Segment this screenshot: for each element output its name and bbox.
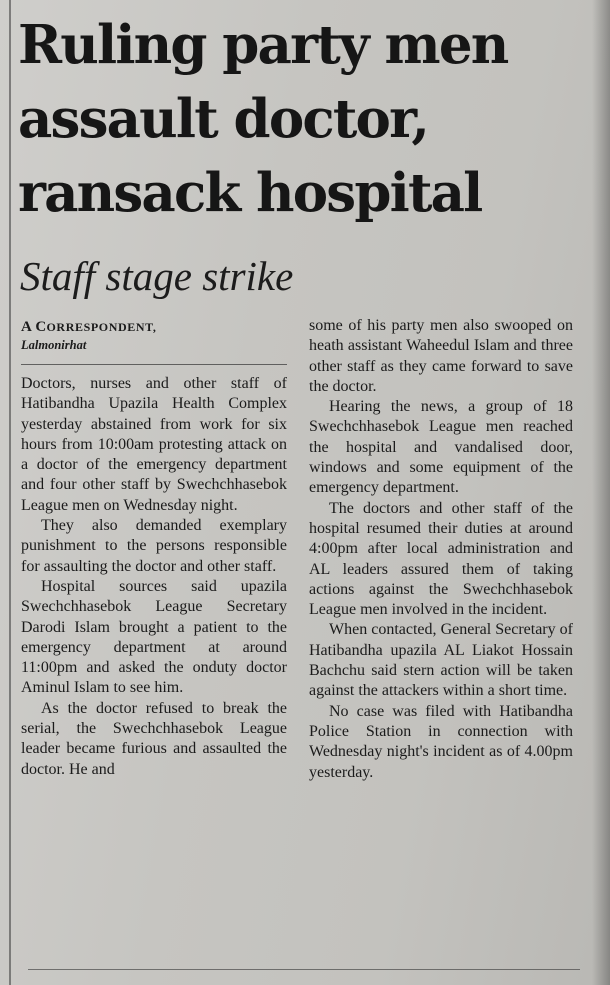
dateline: Lalmonirhat [21,338,87,352]
byline-rest: ORRESPONDENT, [46,320,157,334]
column-rule-left [9,0,11,985]
paragraph: some of his party men also swooped on heath assistant Waheedul Islam and three other staff as they came forward to save the doctor. [309,317,573,395]
paragraph: No case was filed with Hatibandha Police Station in connection with Wednesday night's incident as of 4.00pm yesterday. [309,702,573,781]
byline-initial: A C [21,319,47,335]
headline-line-1: Ruling party men [18,14,508,76]
paragraph: As the doctor refused to break the serial, the Swechchhasebok League leader became furious and assaulted the doctor. He and [21,699,287,778]
subheadline: Staff stage strike [20,253,294,299]
headline [18,8,598,230]
bottom-rule [28,969,580,970]
byline [21,318,287,337]
headline-line-2: assault doctor, [18,88,428,150]
byline-separator [21,364,287,365]
article-column-left [21,318,287,780]
paragraph: When contacted, General Secretary of Hatibandha upazila AL Liakot Hossain Bachchu said stern action will be taken against the attackers within a short time. [309,621,573,700]
paragraph: Hearing the news, a group of 18 Swechchhasebok League men reached the hospital and vandalised door, windows and some equipment of the emergency department. [309,398,573,497]
article-column-right [309,316,573,783]
paragraph: The doctors and other staff of the hospital resumed their duties at around 4:00pm after local administration and AL leaders assured them of taking actions against the Swechchhasebok League men involved in the incident. [309,499,573,619]
headline-line-3: ransack hospital [18,162,482,224]
paragraph: Doctors, nurses and other staff of Hatibandha Upazila Health Complex yesterday abstained from work for six hours from 10:00am protesting attack on a doctor of the emergency department and four other staff by Swechchhasebok League men on Wednesday night. [21,375,287,514]
paragraph: They also demanded exemplary punishment to the persons responsible for assaulting the doctor and other staff. [21,517,287,575]
paragraph: Hospital sources said upazila Swechchhasebok League Secretary Darodi Islam brought a patient to the emergency department at around 11:00pm and asked the onduty doctor Aminul Islam to see him. [21,577,287,697]
